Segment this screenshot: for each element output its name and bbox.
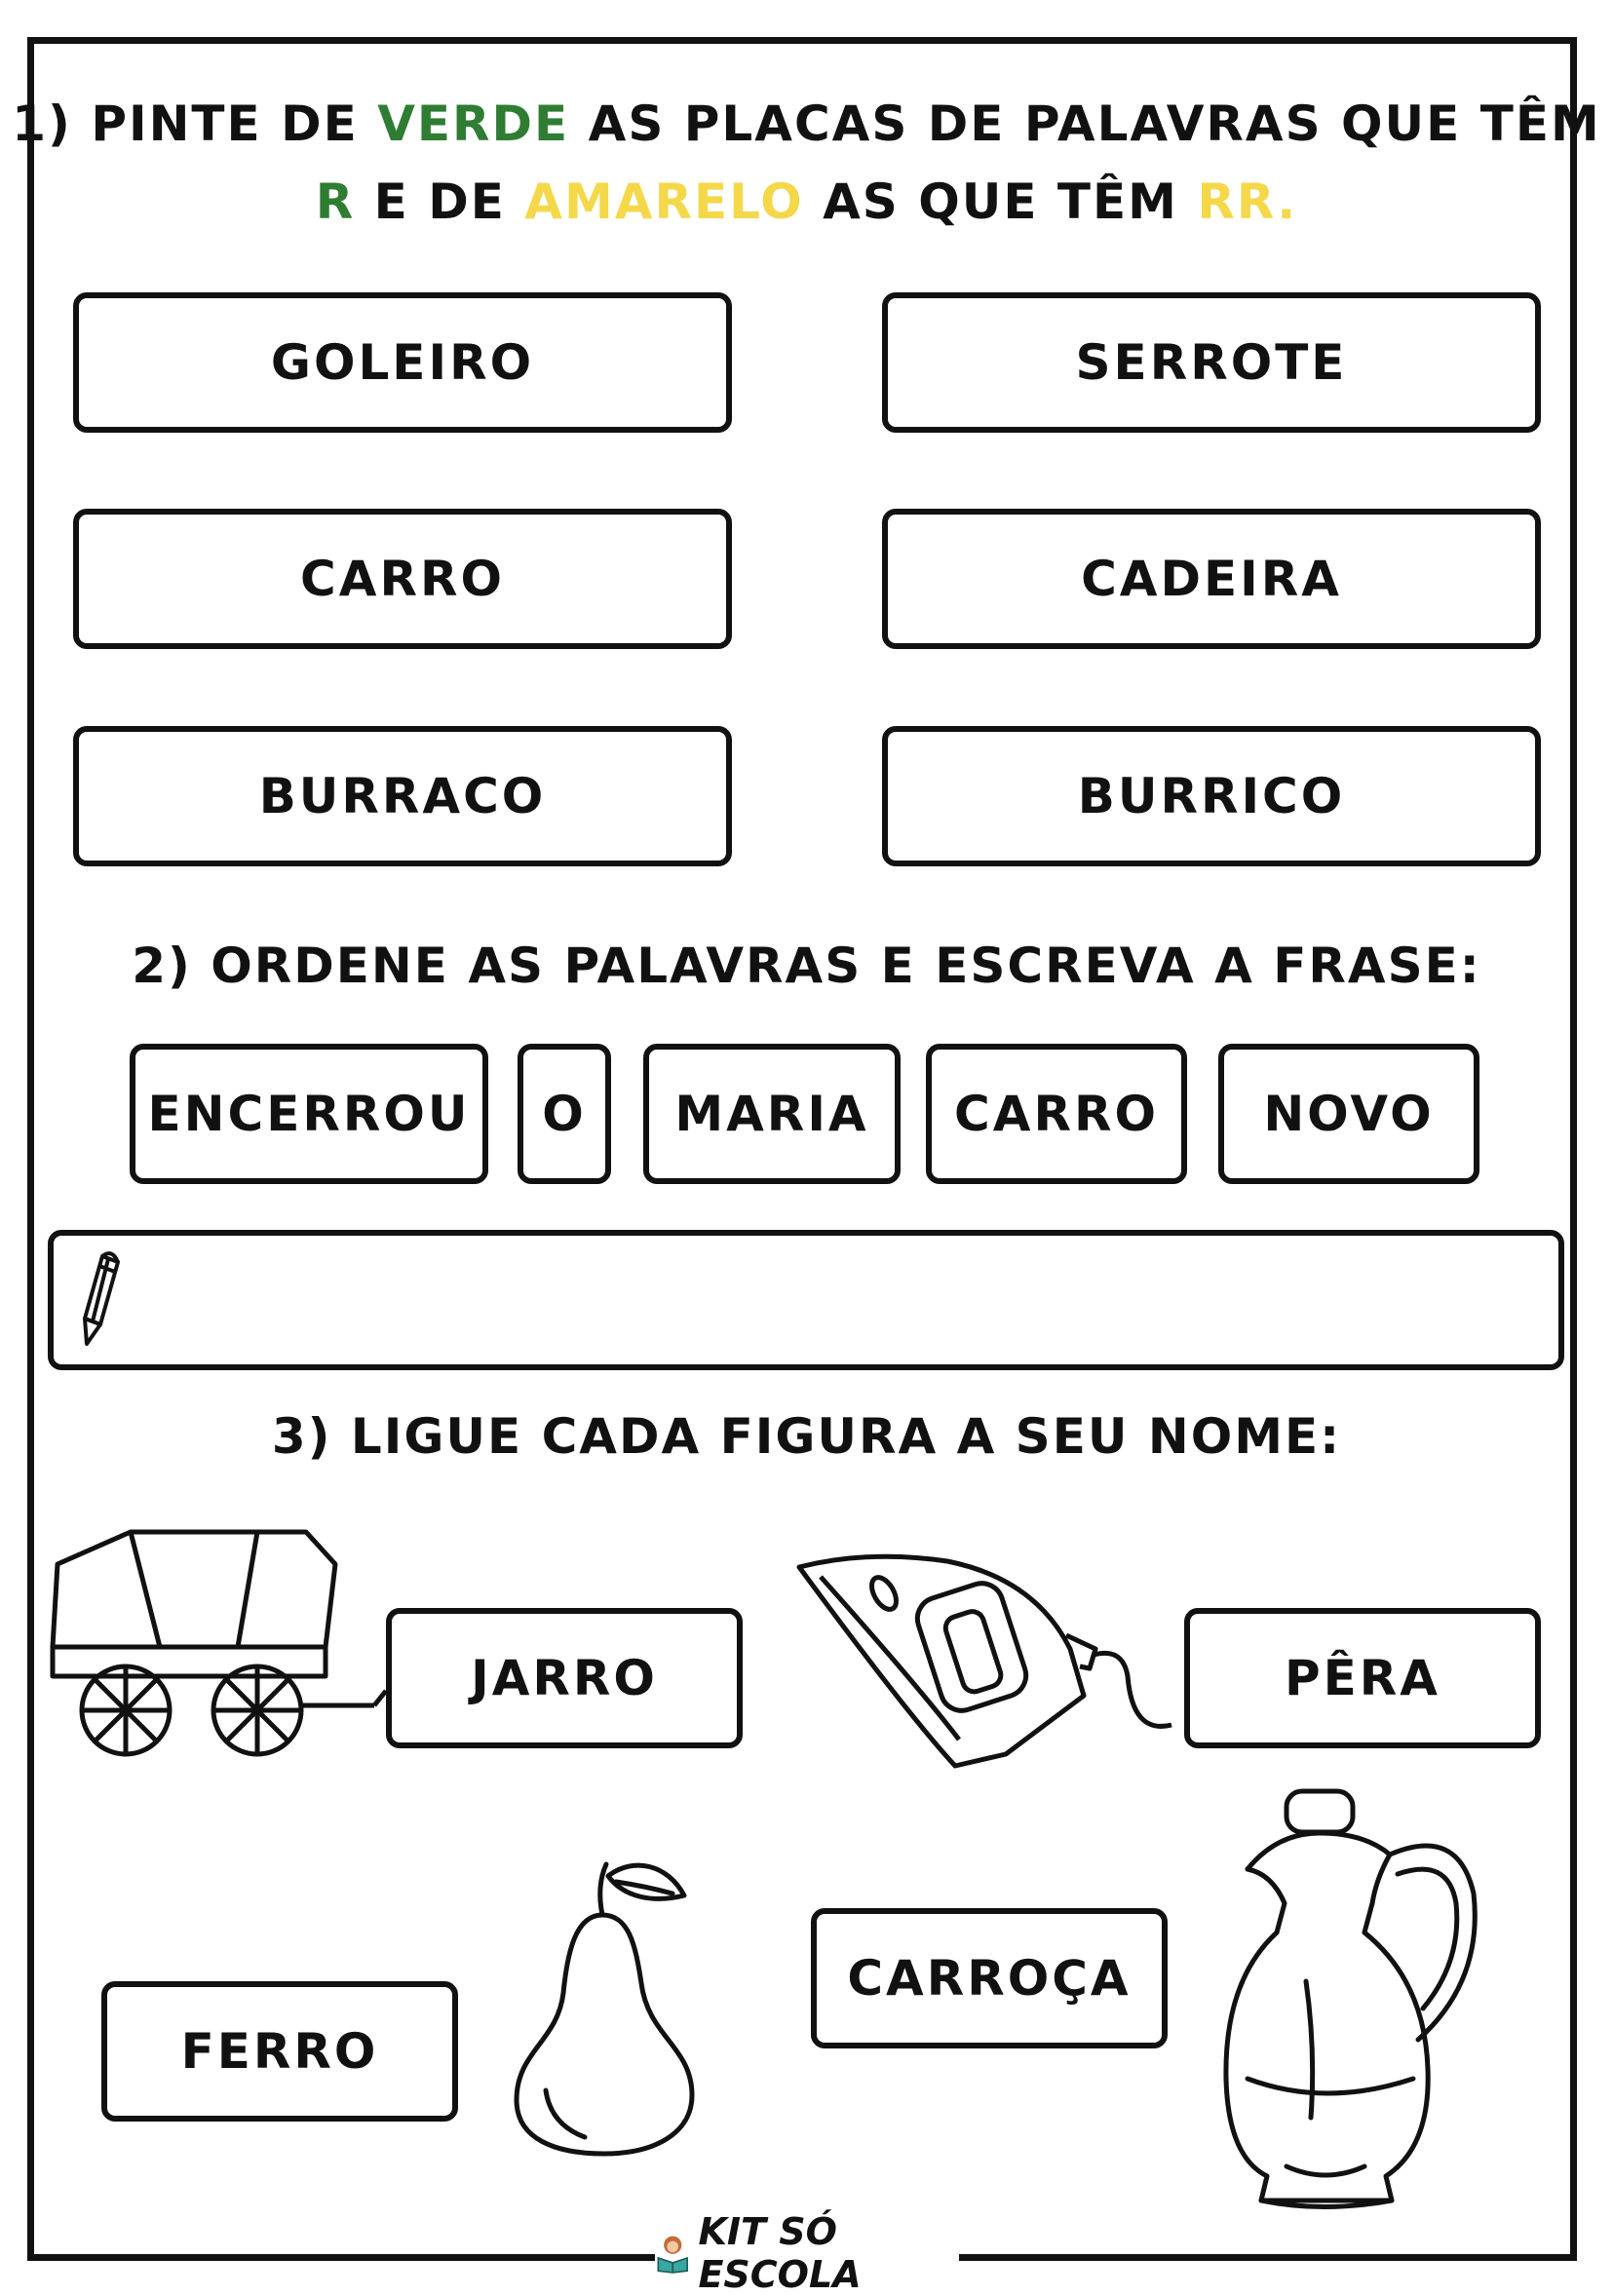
word-carro[interactable]: CARRO bbox=[926, 1044, 1187, 1184]
letter-rr: RR. bbox=[1197, 173, 1298, 230]
verde-word: VERDE bbox=[377, 96, 570, 152]
exercise3-title: 3) LIGUE CADA FIGURA A SEU NOME: bbox=[271, 1408, 1342, 1465]
word-encerrou[interactable]: ENCERROU bbox=[130, 1044, 488, 1184]
sign-burraco[interactable]: BURRACO bbox=[73, 726, 732, 866]
sign-carro[interactable]: CARRO bbox=[73, 509, 732, 649]
sign-cadeira[interactable]: CADEIRA bbox=[882, 509, 1541, 649]
jug-icon bbox=[1218, 1786, 1491, 2215]
label-ferro[interactable]: FERRO bbox=[101, 1981, 458, 2122]
sign-burrico[interactable]: BURRICO bbox=[882, 726, 1541, 866]
footer-brand: KIT SÓ ESCOLA bbox=[698, 2210, 862, 2296]
label-jarro[interactable]: JARRO bbox=[386, 1608, 743, 1748]
label-carroca[interactable]: CARROÇA bbox=[811, 1908, 1168, 2048]
sign-serrote[interactable]: SERROTE bbox=[882, 292, 1541, 433]
exercise1-instruction-line2: R E DE AMARELO AS QUE TÊM RR. bbox=[315, 173, 1298, 230]
word-maria[interactable]: MARIA bbox=[643, 1044, 901, 1184]
amarelo-word: AMARELO bbox=[524, 173, 804, 230]
pear-icon bbox=[507, 1847, 702, 2159]
wagon-icon bbox=[43, 1520, 394, 1764]
footer-logo bbox=[655, 2210, 959, 2296]
exercise1-number: 1) bbox=[12, 96, 72, 152]
exercise1-instruction-line1: 1) PINTE DE VERDE AS PLACAS DE PALAVRAS QUE TÊM bbox=[12, 96, 1601, 152]
word-o[interactable]: O bbox=[518, 1044, 611, 1184]
sign-goleiro[interactable]: GOLEIRO bbox=[73, 292, 732, 433]
letter-r: R bbox=[315, 173, 356, 230]
exercise2-title: 2) ORDENE AS PALAVRAS E ESCREVA A FRASE: bbox=[132, 938, 1481, 994]
girl-reading-icon bbox=[655, 2230, 690, 2277]
iron-icon bbox=[791, 1540, 1191, 1774]
word-novo[interactable]: NOVO bbox=[1218, 1044, 1479, 1184]
pencil-icon bbox=[67, 1246, 145, 1354]
label-pera[interactable]: PÊRA bbox=[1184, 1608, 1541, 1748]
answer-line[interactable] bbox=[48, 1230, 1564, 1370]
